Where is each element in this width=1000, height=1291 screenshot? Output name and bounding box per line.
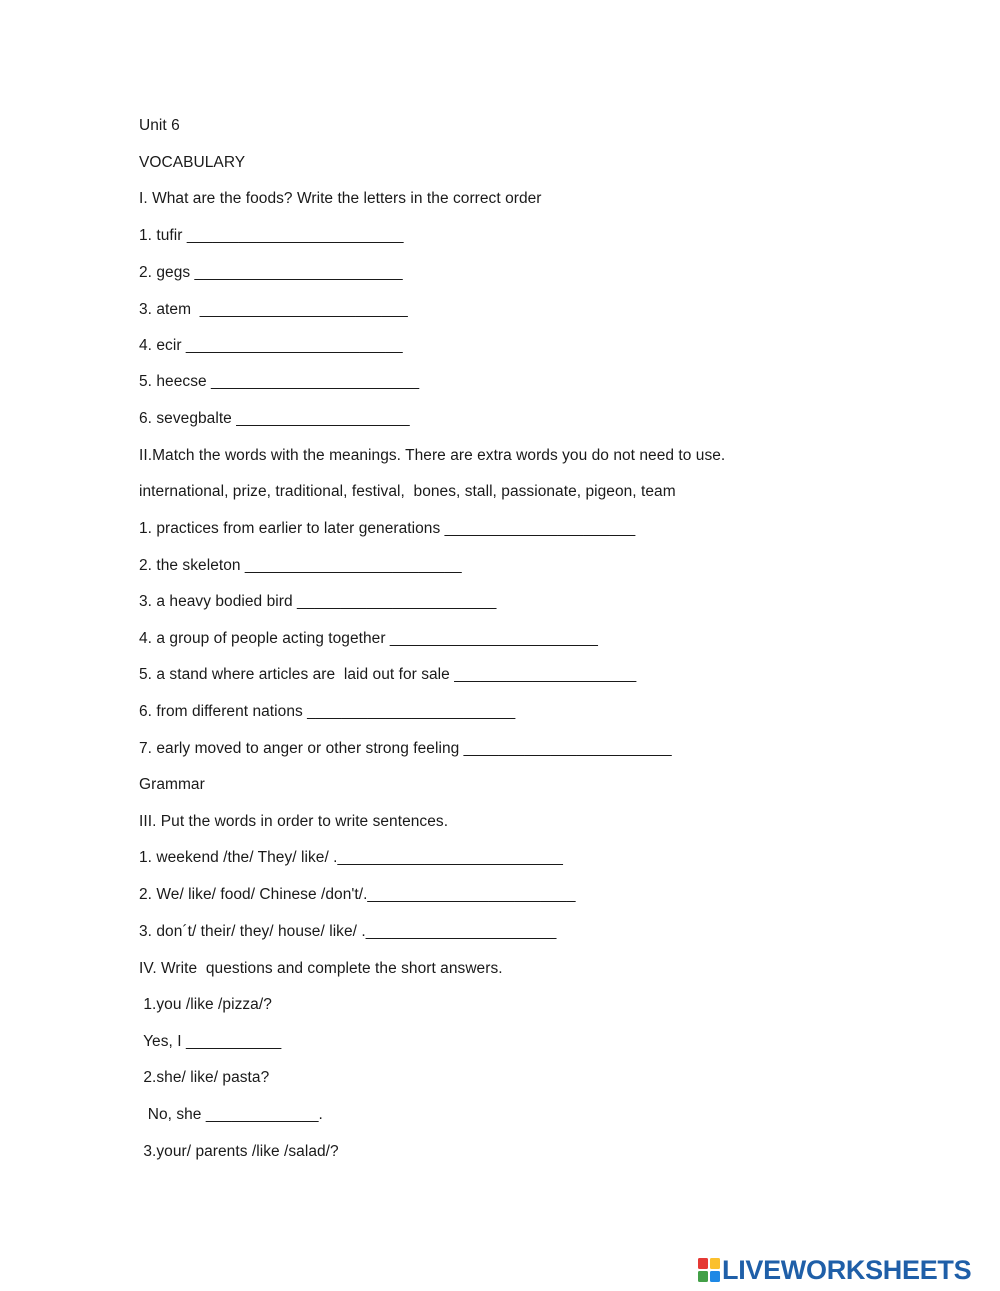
exercise-4-question: 3.your/ parents /like /salad/? [139, 1143, 339, 1160]
logo-tile-l [698, 1258, 708, 1269]
exercise-4-instruction: IV. Write questions and complete the short answers. [139, 960, 503, 977]
exercise-1-item: 1. tufir _________________________ [139, 227, 404, 244]
exercise-4-question: 1.you /like /pizza/? [139, 996, 272, 1013]
liveworksheets-watermark [698, 1255, 971, 1285]
exercise-4-question: 2.she/ like/ pasta? [139, 1069, 270, 1086]
exercise-2-item: 2. the skeleton _________________________ [139, 557, 462, 574]
exercise-2-item: 3. a heavy bodied bird _______________________ [139, 593, 497, 610]
exercise-1-item: 4. ecir _________________________ [139, 337, 403, 354]
exercise-2-item: 4. a group of people acting together ________________________ [139, 630, 598, 647]
exercise-1-item: 2. gegs ________________________ [139, 264, 403, 281]
word-bank: international, prize, traditional, festival, bones, stall, passionate, pigeon, team [139, 483, 676, 500]
exercise-4-answer: Yes, I ___________ [139, 1033, 282, 1050]
exercise-2-item: 1. practices from earlier to later generations ______________________ [139, 520, 636, 537]
logo-tile-e [710, 1271, 720, 1282]
exercise-1-item: 6. sevegbalte ____________________ [139, 410, 410, 427]
logo-tile-i [710, 1258, 720, 1269]
exercise-3-instruction: III. Put the words in order to write sentences. [139, 813, 449, 830]
exercise-1-instruction: I. What are the foods? Write the letters in the correct order [139, 190, 542, 207]
section-heading-grammar: Grammar [139, 776, 205, 793]
exercise-3-item: 1. weekend /the/ They/ like/ .__________________________ [139, 849, 563, 866]
exercise-2-item: 6. from different nations ________________________ [139, 703, 516, 720]
logo-tile-v [698, 1271, 708, 1282]
exercise-2-item: 7. early moved to anger or other strong feeling ________________________ [139, 740, 672, 757]
exercise-4-answer: No, she _____________. [139, 1106, 323, 1123]
exercise-3-item: 3. don´t/ their/ they/ house/ like/ .______________________ [139, 923, 557, 940]
brand-name: LIVEWORKSHEETS [722, 1255, 972, 1285]
exercise-2-item: 5. a stand where articles are laid out for sale _____________________ [139, 666, 637, 683]
exercise-2-instruction: II.Match the words with the meanings. There are extra words you do not need to use. [139, 447, 726, 464]
exercise-3-item: 2. We/ like/ food/ Chinese /don't/.________________________ [139, 886, 576, 903]
exercise-1-item: 3. atem ________________________ [139, 301, 408, 318]
liveworksheets-logo-icon [698, 1258, 720, 1282]
unit-title: Unit 6 [139, 117, 180, 134]
section-heading-vocabulary: VOCABULARY [139, 154, 246, 171]
exercise-1-item: 5. heecse ________________________ [139, 373, 420, 390]
